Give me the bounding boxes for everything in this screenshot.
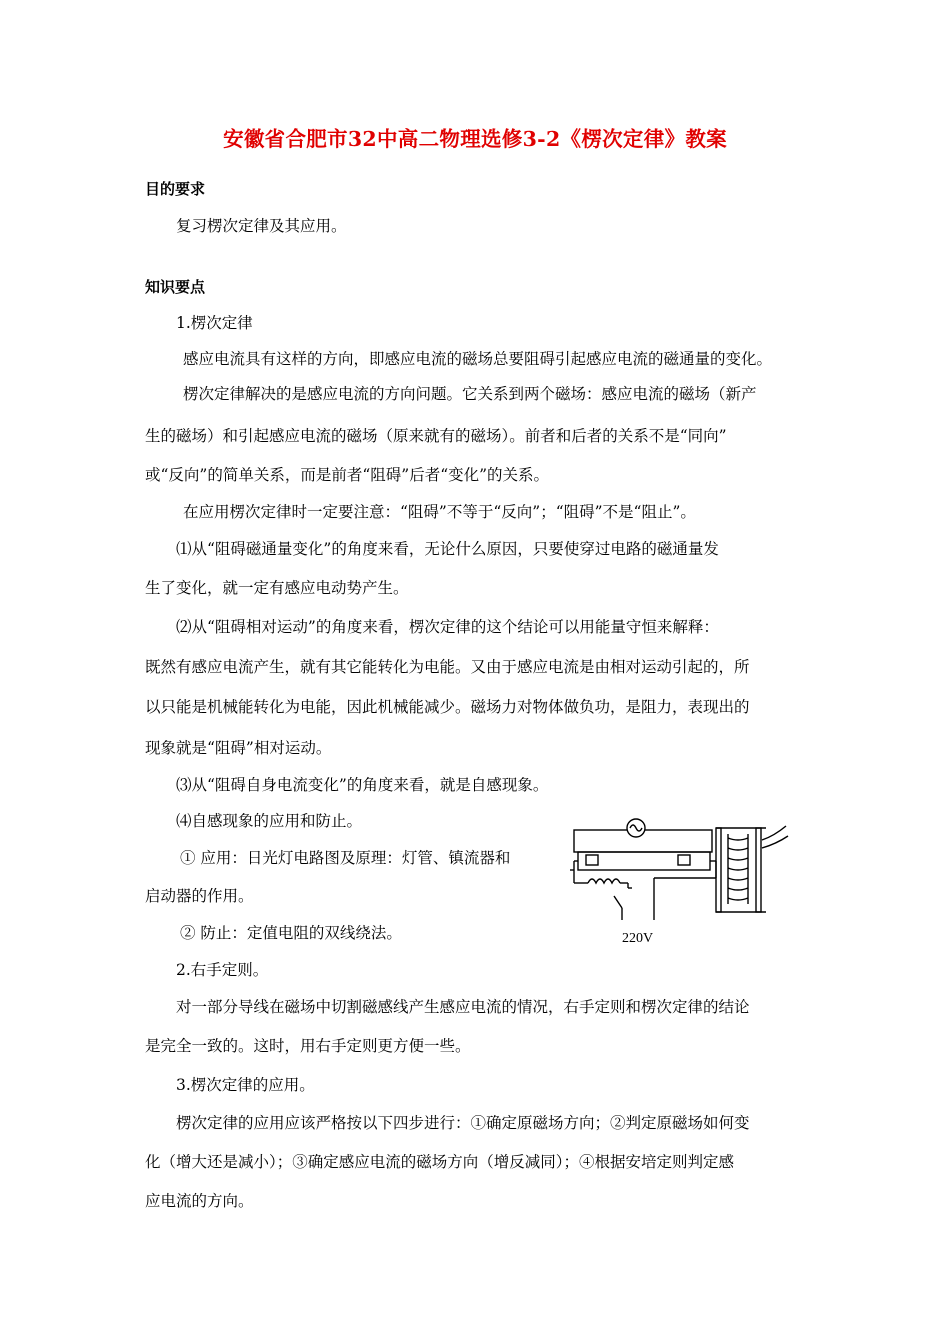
paragraph-line: 化（增大还是减小）；③确定感应电流的磁场方向（增反减同）；④根据安培定则判定感 [145,1153,735,1171]
heading-goal: 目的要求 [145,180,206,198]
paragraph-line: 既然有感应电流产生，就有其它能转化为电能。又由于感应电流是由相对运动引起的，所 [145,658,750,676]
paragraph-line: 感应电流具有这样的方向，即感应电流的磁场总要阻碍引起感应电流的磁通量的变化。 [183,350,773,368]
paragraph-line: 是完全一致的。这时，用右手定则更方便一些。 [145,1037,471,1055]
document-title: 安徽省合肥市32中高二物理选修3-2《楞次定律》教案 [223,127,727,151]
paragraph-line: 楞次定律解决的是感应电流的方向问题。它关系到两个磁场：感应电流的磁场（新产 [183,385,757,403]
voltage-label: 220V [622,931,654,946]
item-heading-lenz-application: 3.楞次定律的应用。 [176,1076,315,1094]
paragraph-line: 启动器的作用。 [145,887,254,905]
paragraph-line: ① 应用：日光灯电路图及原理：灯管、镇流器和 [180,849,511,867]
paragraph-line: ② 防止：定值电阻的双线绕法。 [180,924,402,942]
item-heading-lenz-law: 1.楞次定律 [176,314,253,332]
paragraph-line: 或“反向”的简单关系，而是前者“阻碍”后者“变化”的关系。 [145,466,550,484]
paragraph-line: 对一部分导线在磁场中切割磁感线产生感应电流的情况，右手定则和楞次定律的结论 [176,998,750,1016]
fluorescent-lamp-circuit-diagram [566,808,806,948]
paragraph-line: 应电流的方向。 [145,1192,254,1210]
paragraph-line: ⑶从“阻碍自身电流变化”的角度来看，就是自感现象。 [176,776,549,794]
paragraph-line: 楞次定律的应用应该严格按以下四步进行：①确定原磁场方向；②判定原磁场如何变 [176,1114,750,1132]
paragraph-line: 生了变化，就一定有感应电动势产生。 [145,579,409,597]
goal-text: 复习楞次定律及其应用。 [176,217,347,235]
paragraph-line: 生的磁场）和引起感应电流的磁场（原来就有的磁场）。前者和后者的关系不是“同向” [145,427,727,445]
paragraph-line: 现象就是“阻碍”相对运动。 [145,739,332,757]
paragraph-line: ⑵从“阻碍相对运动”的角度来看，楞次定律的这个结论可以用能量守恒来解释： [176,618,719,636]
paragraph-line: 以只能是机械能转化为电能，因此机械能减少。磁场力对物体做负功，是阻力，表现出的 [145,698,750,716]
item-heading-right-hand-rule: 2.右手定则。 [176,961,269,979]
paragraph-line: ⑴从“阻碍磁通量变化”的角度来看，无论什么原因，只要使穿过电路的磁通量发 [176,540,719,558]
paragraph-line: 在应用楞次定律时一定要注意：“阻碍”不等于“反向”；“阻碍”不是“阻止”。 [183,503,696,521]
circuit-svg [566,808,806,948]
paragraph-line: ⑷自感现象的应用和防止。 [176,812,363,830]
heading-knowledge: 知识要点 [145,278,206,296]
